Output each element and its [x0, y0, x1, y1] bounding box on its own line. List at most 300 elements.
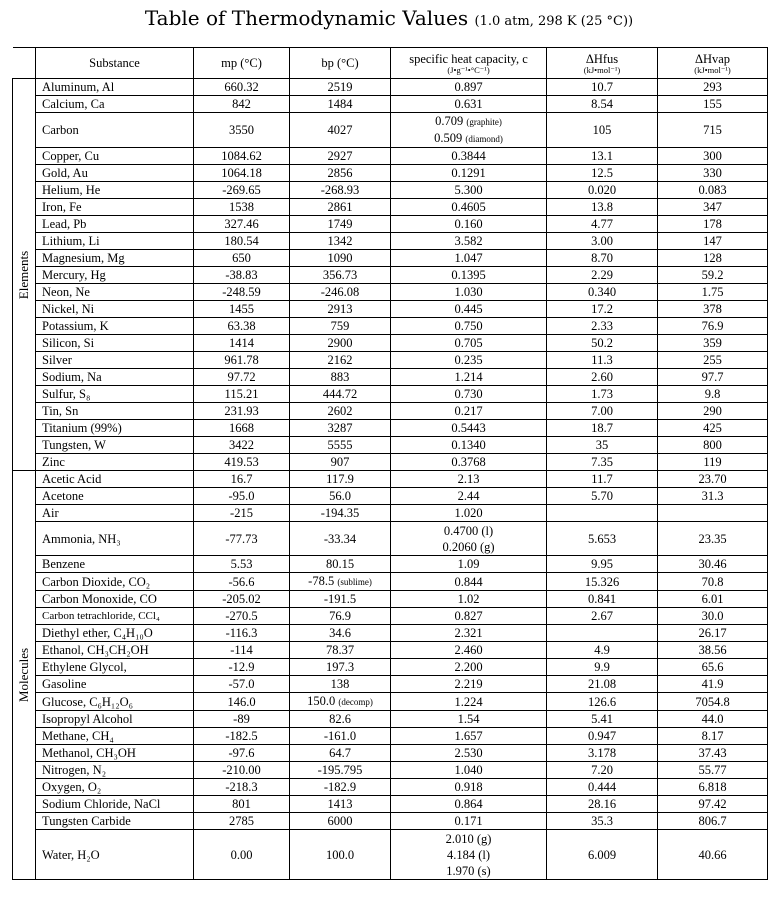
cell-hfus: 21.08: [547, 676, 658, 693]
cell-substance: Titanium (99%): [36, 420, 194, 437]
elements-row: [13, 182, 768, 199]
molecules-row: [13, 625, 768, 642]
elements-row: [13, 148, 768, 165]
cell-c: 0.864: [391, 796, 547, 813]
cell-mp: 842: [194, 96, 290, 113]
cell-c: 0.750: [391, 318, 547, 335]
elements-row: [13, 437, 768, 454]
cell-bp: 2162: [290, 352, 391, 369]
header-corner: [13, 48, 36, 79]
table-body: [13, 48, 768, 880]
cell-hfus: 126.6: [547, 693, 658, 711]
cell-hvap: 293: [658, 79, 768, 96]
elements-row: [13, 96, 768, 113]
cell-bp: 1342: [290, 233, 391, 250]
cell-bp: 2927: [290, 148, 391, 165]
cell-hvap: 26.17: [658, 625, 768, 642]
cell-substance: Glucose, C₆H₁₂O₆: [36, 693, 194, 711]
cell-substance: Lithium, Li: [36, 233, 194, 250]
cell-mp: 146.0: [194, 693, 290, 711]
cell-hfus: 18.7: [547, 420, 658, 437]
molecules-row: [13, 591, 768, 608]
cell-mp: -248.59: [194, 284, 290, 301]
cell-substance: Aluminum, Al: [36, 79, 194, 96]
cell-substance: Iron, Fe: [36, 199, 194, 216]
cell-c: 1.040: [391, 762, 547, 779]
elements-row: [13, 233, 768, 250]
cell-hfus: 3.178: [547, 745, 658, 762]
cell-mp: 961.78: [194, 352, 290, 369]
cell-c: 1.54: [391, 711, 547, 728]
molecules-row: [13, 813, 768, 830]
cell-c: 2.460: [391, 642, 547, 659]
molecules-row: [13, 728, 768, 745]
molecules-row: [13, 556, 768, 573]
thermo-table: [12, 47, 768, 880]
elements-row: [13, 284, 768, 301]
value: 0.4700 (l): [443, 523, 494, 538]
cell-hfus: 15.326: [547, 573, 658, 591]
cell-hvap: 425: [658, 420, 768, 437]
cell-hfus: 105: [547, 113, 658, 148]
value: 0.509: [434, 131, 463, 145]
cell-substance: Silver: [36, 352, 194, 369]
cell-hvap: 347: [658, 199, 768, 216]
cell-hvap: 7054.8: [658, 693, 768, 711]
cell-bp: [290, 693, 391, 711]
cell-bp: 4027: [290, 113, 391, 148]
cell-bp: 3287: [290, 420, 391, 437]
cell-hvap: 23.70: [658, 471, 768, 488]
cell-substance: Potassium, K: [36, 318, 194, 335]
cell-hfus: 5.653: [547, 522, 658, 556]
cell-substance: Methane, CH₄: [36, 728, 194, 745]
value: 1.970 (s): [446, 863, 491, 878]
cell-substance: Carbon Monoxide, CO: [36, 591, 194, 608]
cell-mp: -12.9: [194, 659, 290, 676]
value: 0.2060 (g): [442, 539, 495, 554]
cell-hvap: 255: [658, 352, 768, 369]
cell-mp: 327.46: [194, 216, 290, 233]
cell-hfus: 13.8: [547, 199, 658, 216]
header-substance: Substance: [36, 48, 194, 79]
cell-hfus: 6.009: [547, 830, 658, 880]
cell-bp: 2856: [290, 165, 391, 182]
cell-substance: Ethanol, CH₃CH₂OH: [36, 642, 194, 659]
cell-hvap: 300: [658, 148, 768, 165]
cell-hvap: 330: [658, 165, 768, 182]
cell-bp: -194.35: [290, 505, 391, 522]
cell-c: 5.300: [391, 182, 547, 199]
cell-substance: Gold, Au: [36, 165, 194, 182]
cell-hvap: 44.0: [658, 711, 768, 728]
cell-c: 1.030: [391, 284, 547, 301]
cell-bp: 907: [290, 454, 391, 471]
cell-mp: -269.65: [194, 182, 290, 199]
cell-hfus: 11.3: [547, 352, 658, 369]
cell-substance: Magnesium, Mg: [36, 250, 194, 267]
cell-mp: 801: [194, 796, 290, 813]
cell-mp: -270.5: [194, 608, 290, 625]
cell-c: 0.844: [391, 573, 547, 591]
elements-row: [13, 250, 768, 267]
molecules-row: [13, 762, 768, 779]
cell-c: 0.897: [391, 79, 547, 96]
cell-hvap: 155: [658, 96, 768, 113]
cell-substance: Ammonia, NH₃: [36, 522, 194, 556]
cell-mp: 63.38: [194, 318, 290, 335]
cell-mp: -116.3: [194, 625, 290, 642]
cell-hvap: 23.35: [658, 522, 768, 556]
cell-mp: 1668: [194, 420, 290, 437]
cell-bp: -161.0: [290, 728, 391, 745]
cell-mp: 0.00: [194, 830, 290, 880]
cell-c: 0.217: [391, 403, 547, 420]
cell-hvap: 1.75: [658, 284, 768, 301]
cell-hvap: 9.8: [658, 386, 768, 403]
elements-row: [13, 113, 768, 148]
cell-bp: 5555: [290, 437, 391, 454]
molecules-row: [13, 522, 768, 556]
cell-mp: 419.53: [194, 454, 290, 471]
cell-bp: 2900: [290, 335, 391, 352]
cell-substance: Mercury, Hg: [36, 267, 194, 284]
cell-hfus: 4.9: [547, 642, 658, 659]
cell-c: 0.1395: [391, 267, 547, 284]
cell-mp: -114: [194, 642, 290, 659]
cell-bp: 2602: [290, 403, 391, 420]
elements-row: [13, 403, 768, 420]
cell-hfus: 0.340: [547, 284, 658, 301]
elements-row: [13, 318, 768, 335]
cell-hvap: 147: [658, 233, 768, 250]
cell-mp: -95.0: [194, 488, 290, 505]
group-label-text: Molecules: [16, 647, 31, 703]
cell-hvap: 378: [658, 301, 768, 318]
cell-substance: Methanol, CH₃OH: [36, 745, 194, 762]
note: (graphite): [466, 117, 502, 127]
cell-hvap: 6.01: [658, 591, 768, 608]
cell-bp: 6000: [290, 813, 391, 830]
cell-hfus: 10.7: [547, 79, 658, 96]
cell-mp: 1084.62: [194, 148, 290, 165]
cell-substance: Tungsten Carbide: [36, 813, 194, 830]
cell-bp: 1413: [290, 796, 391, 813]
value: 2.010 (g): [445, 831, 492, 846]
header-c-label: specific heat capacity, c: [409, 51, 528, 66]
cell-bp: 100.0: [290, 830, 391, 880]
cell-mp: 3422: [194, 437, 290, 454]
cell-c: 0.827: [391, 608, 547, 625]
cell-c: 3.582: [391, 233, 547, 250]
molecules-row: [13, 830, 768, 880]
cell-mp: 1064.18: [194, 165, 290, 182]
cell-hvap: 76.9: [658, 318, 768, 335]
group-label-text: Elements: [16, 250, 31, 299]
cell-hfus: 0.020: [547, 182, 658, 199]
cell-c: 1.020: [391, 505, 547, 522]
value: 150.0: [307, 694, 336, 708]
cell-substance: Carbon tetrachloride, CCl₄: [36, 608, 194, 625]
elements-row: [13, 79, 768, 96]
cell-substance: Carbon: [36, 113, 194, 148]
molecules-row: [13, 711, 768, 728]
cell-hfus: 3.00: [547, 233, 658, 250]
cell-hfus: 5.41: [547, 711, 658, 728]
cell-hfus: 17.2: [547, 301, 658, 318]
cell-hvap: 128: [658, 250, 768, 267]
cell-bp: 138: [290, 676, 391, 693]
cell-bp: 1090: [290, 250, 391, 267]
cell-substance: Ethylene Glycol,: [36, 659, 194, 676]
elements-row: [13, 335, 768, 352]
header-row: [13, 48, 768, 79]
cell-hfus: 12.5: [547, 165, 658, 182]
cell-mp: 3550: [194, 113, 290, 148]
cell-mp: -218.3: [194, 779, 290, 796]
value: -78.5: [308, 574, 335, 588]
cell-bp: 1484: [290, 96, 391, 113]
cell-hfus: 8.70: [547, 250, 658, 267]
cell-bp: -191.5: [290, 591, 391, 608]
elements-row: [13, 369, 768, 386]
cell-substance: Air: [36, 505, 194, 522]
cell-c: 1.09: [391, 556, 547, 573]
cell-hfus: 0.947: [547, 728, 658, 745]
cell-hvap: 8.17: [658, 728, 768, 745]
cell-hvap: 65.6: [658, 659, 768, 676]
cell-mp: -77.73: [194, 522, 290, 556]
cell-hvap: 37.43: [658, 745, 768, 762]
elements-group-label: [13, 79, 36, 471]
cell-hfus: 13.1: [547, 148, 658, 165]
cell-c: 2.200: [391, 659, 547, 676]
header-hfus-unit: (kJ•mol⁻¹): [583, 64, 621, 75]
cell-c: 0.160: [391, 216, 547, 233]
cell-hvap: 41.9: [658, 676, 768, 693]
elements-row: [13, 165, 768, 182]
molecules-row: [13, 505, 768, 522]
cell-c: 0.1340: [391, 437, 547, 454]
cell-mp: -210.00: [194, 762, 290, 779]
cell-bp: -33.34: [290, 522, 391, 556]
cell-hfus: 8.54: [547, 96, 658, 113]
cell-c: [391, 113, 547, 148]
cell-bp: 56.0: [290, 488, 391, 505]
cell-c: 2.321: [391, 625, 547, 642]
cell-hfus: 2.67: [547, 608, 658, 625]
cell-c: 0.1291: [391, 165, 547, 182]
cell-substance: Benzene: [36, 556, 194, 573]
cell-hvap: 119: [658, 454, 768, 471]
cell-hfus: 2.33: [547, 318, 658, 335]
cell-substance: Isopropyl Alcohol: [36, 711, 194, 728]
cell-hfus: 5.70: [547, 488, 658, 505]
molecules-row: [13, 608, 768, 625]
cell-hvap: 31.3: [658, 488, 768, 505]
cell-hvap: 6.818: [658, 779, 768, 796]
cell-mp: 115.21: [194, 386, 290, 403]
molecules-row: [13, 573, 768, 591]
header-hfus-label: ΔHfus: [585, 51, 619, 66]
cell-substance: Acetic Acid: [36, 471, 194, 488]
cell-mp: 650: [194, 250, 290, 267]
elements-row: [13, 420, 768, 437]
cell-mp: -97.6: [194, 745, 290, 762]
cell-hvap: 800: [658, 437, 768, 454]
cell-bp: 64.7: [290, 745, 391, 762]
cell-substance: Water, H₂O: [36, 830, 194, 880]
value: 4.184 (l): [446, 847, 491, 862]
cell-hfus: [547, 505, 658, 522]
note: (sublime): [337, 577, 372, 587]
cell-mp: -205.02: [194, 591, 290, 608]
cell-bp: 78.37: [290, 642, 391, 659]
cell-hvap: 38.56: [658, 642, 768, 659]
cell-hvap: 30.0: [658, 608, 768, 625]
cell-hfus: 35.3: [547, 813, 658, 830]
cell-c: 0.705: [391, 335, 547, 352]
header-specific-heat: [391, 48, 547, 79]
cell-substance: Copper, Cu: [36, 148, 194, 165]
cell-hvap: 97.7: [658, 369, 768, 386]
cell-mp: 180.54: [194, 233, 290, 250]
cell-hvap: 806.7: [658, 813, 768, 830]
cell-bp: 759: [290, 318, 391, 335]
cell-c: 0.918: [391, 779, 547, 796]
cell-substance: Oxygen, O₂: [36, 779, 194, 796]
cell-bp: -246.08: [290, 284, 391, 301]
elements-row: [13, 352, 768, 369]
elements-row: [13, 216, 768, 233]
cell-hvap: 0.083: [658, 182, 768, 199]
elements-row: [13, 301, 768, 318]
header-hvap-label: ΔHvap: [694, 51, 731, 66]
cell-c: 2.44: [391, 488, 547, 505]
cell-hfus: [547, 625, 658, 642]
molecules-row: [13, 676, 768, 693]
cell-mp: 5.53: [194, 556, 290, 573]
cell-mp: -38.83: [194, 267, 290, 284]
cell-bp: 883: [290, 369, 391, 386]
cell-substance: Tungsten, W: [36, 437, 194, 454]
value: 0.709: [435, 114, 464, 128]
elements-row: [13, 386, 768, 403]
cell-hvap: 40.66: [658, 830, 768, 880]
cell-bp: 1749: [290, 216, 391, 233]
cell-substance: Nickel, Ni: [36, 301, 194, 318]
cell-hfus: 1.73: [547, 386, 658, 403]
cell-bp: 2861: [290, 199, 391, 216]
cell-substance: Zinc: [36, 454, 194, 471]
cell-substance: Helium, He: [36, 182, 194, 199]
cell-bp: 82.6: [290, 711, 391, 728]
cell-c: 1.214: [391, 369, 547, 386]
cell-hfus: 11.7: [547, 471, 658, 488]
elements-row: [13, 199, 768, 216]
cell-c: 0.445: [391, 301, 547, 318]
cell-hvap: 30.46: [658, 556, 768, 573]
cell-c: 0.730: [391, 386, 547, 403]
molecules-row: [13, 659, 768, 676]
cell-mp: -56.6: [194, 573, 290, 591]
header-mp: mp (°C): [194, 48, 290, 79]
header-hfus: [547, 48, 658, 79]
cell-c: 0.235: [391, 352, 547, 369]
cell-hfus: 2.60: [547, 369, 658, 386]
cell-mp: -89: [194, 711, 290, 728]
cell-hvap: [658, 505, 768, 522]
cell-bp: 34.6: [290, 625, 391, 642]
cell-hvap: 55.77: [658, 762, 768, 779]
cell-bp: 444.72: [290, 386, 391, 403]
cell-mp: 16.7: [194, 471, 290, 488]
cell-c: 0.3844: [391, 148, 547, 165]
cell-substance: Sodium, Na: [36, 369, 194, 386]
header-hvap: [658, 48, 768, 79]
cell-c: 1.047: [391, 250, 547, 267]
cell-mp: 2785: [194, 813, 290, 830]
cell-hfus: 9.95: [547, 556, 658, 573]
cell-hfus: 0.841: [547, 591, 658, 608]
cell-c: 0.5443: [391, 420, 547, 437]
molecules-row: [13, 693, 768, 711]
cell-c: 0.171: [391, 813, 547, 830]
cell-hvap: 359: [658, 335, 768, 352]
cell-hfus: 9.9: [547, 659, 658, 676]
cell-bp: 2913: [290, 301, 391, 318]
cell-hvap: 97.42: [658, 796, 768, 813]
cell-c: [391, 830, 547, 880]
cell-substance: Carbon Dioxide, CO₂: [36, 573, 194, 591]
molecules-row: [13, 488, 768, 505]
cell-mp: 1455: [194, 301, 290, 318]
note: (decomp): [338, 697, 373, 707]
cell-bp: 117.9: [290, 471, 391, 488]
cell-bp: [290, 573, 391, 591]
cell-substance: Nitrogen, N₂: [36, 762, 194, 779]
molecules-row: [13, 779, 768, 796]
cell-substance: Diethyl ether, C₄H₁₀O: [36, 625, 194, 642]
cell-c: 1.657: [391, 728, 547, 745]
cell-bp: -268.93: [290, 182, 391, 199]
cell-bp: -195.795: [290, 762, 391, 779]
cell-mp: 660.32: [194, 79, 290, 96]
cell-c: 2.13: [391, 471, 547, 488]
cell-substance: Acetone: [36, 488, 194, 505]
cell-mp: 97.72: [194, 369, 290, 386]
cell-hfus: 7.20: [547, 762, 658, 779]
cell-substance: Gasoline: [36, 676, 194, 693]
cell-c: 1.02: [391, 591, 547, 608]
cell-c: [391, 522, 547, 556]
cell-bp: 356.73: [290, 267, 391, 284]
cell-hvap: 290: [658, 403, 768, 420]
molecules-row: [13, 471, 768, 488]
cell-substance: Lead, Pb: [36, 216, 194, 233]
cell-mp: 1538: [194, 199, 290, 216]
cell-mp: 231.93: [194, 403, 290, 420]
cell-hfus: 7.35: [547, 454, 658, 471]
molecules-row: [13, 745, 768, 762]
cell-mp: -215: [194, 505, 290, 522]
cell-c: 0.4605: [391, 199, 547, 216]
cell-substance: Silicon, Si: [36, 335, 194, 352]
cell-bp: 197.3: [290, 659, 391, 676]
cell-hfus: 2.29: [547, 267, 658, 284]
cell-substance: Calcium, Ca: [36, 96, 194, 113]
cell-hfus: 35: [547, 437, 658, 454]
